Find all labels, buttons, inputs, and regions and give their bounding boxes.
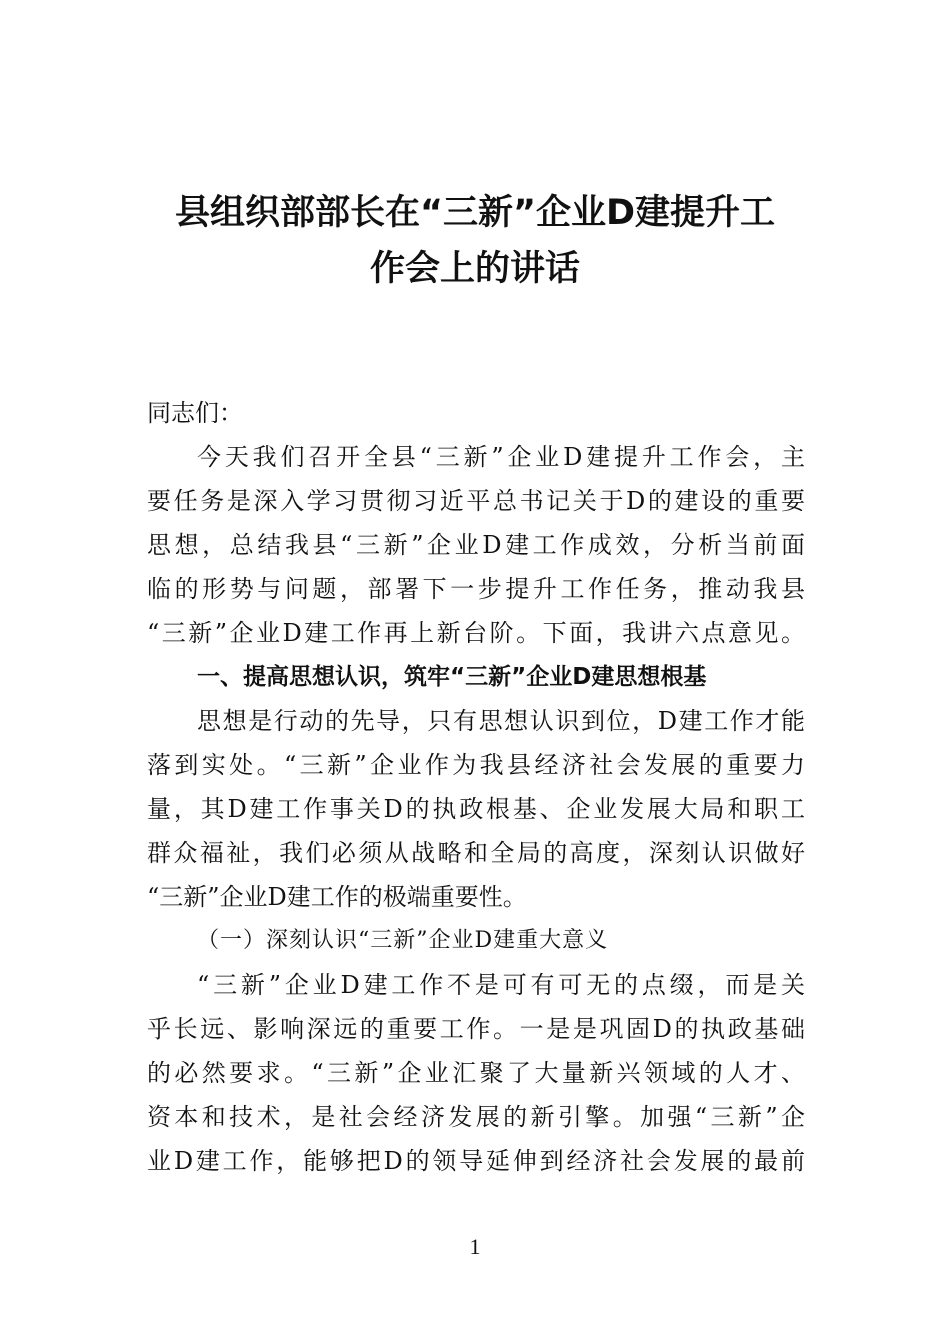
paragraph-line: 临的形势与问题，部署下一步提升工作任务，推动我县 — [147, 575, 805, 603]
title-line-2: 作会上的讲话 — [369, 249, 580, 289]
document-title — [145, 185, 805, 297]
paragraph-line: 量，其D建工作事关D的执政根基、企业发展大局和职工 — [147, 795, 805, 823]
paragraph-line: 业D建工作，能够把D的领导延伸到经济社会发展的最前 — [147, 1147, 805, 1175]
paragraph-line: 今天我们召开全县“三新”企业D建提升工作会，主 — [197, 443, 805, 471]
paragraph-line: 思想是行动的先导，只有思想认识到位，D建工作才能 — [197, 707, 805, 735]
paragraph-line: “三新”企业D建工作不是可有可无的点缀，而是关 — [197, 971, 805, 999]
paragraph-line: 要任务是深入学习贯彻习近平总书记关于D的建设的重要 — [147, 487, 805, 515]
section-heading: 一、提高思想认识，筑牢“三新”企业D建思想根基 — [197, 664, 707, 690]
paragraph-line: 资本和技术，是社会经济发展的新引擎。加强“三新”企 — [147, 1103, 805, 1131]
salutation: 同志们： — [147, 399, 243, 427]
paragraph-line: 的必然要求。“三新”企业汇聚了大量新兴领域的人才、 — [147, 1059, 805, 1087]
title-line-1: 县组织部部长在“三新”企业D建提升工 — [174, 193, 776, 233]
paragraph-line: “三新”企业D建工作的极端重要性。 — [147, 883, 527, 911]
paragraph-line: 群众福祉，我们必须从战略和全局的高度，深刻认识做好 — [147, 839, 805, 867]
paragraph-line: 乎长远、影响深远的重要工作。一是是巩固D的执政基础 — [147, 1015, 805, 1043]
paragraph-line: 落到实处。“三新”企业作为我县经济社会发展的重要力 — [147, 751, 805, 779]
page-number: 1 — [469, 1234, 481, 1259]
document-body — [147, 391, 805, 1183]
paragraph-line: 思想，总结我县“三新”企业D建工作成效，分析当前面 — [147, 531, 805, 559]
paragraph-line: “三新”企业D建工作再上新台阶。下面，我讲六点意见。 — [147, 619, 805, 647]
subsection-heading: （一）深刻认识“三新”企业D建重大意义 — [197, 928, 609, 953]
